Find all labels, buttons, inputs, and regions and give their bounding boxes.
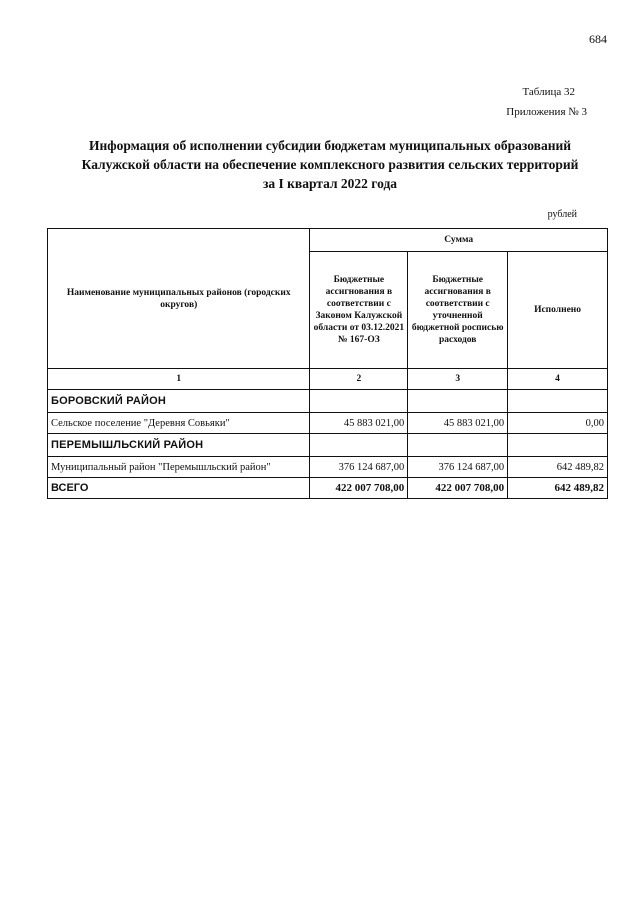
district-name: БОРОВСКИЙ РАЙОН xyxy=(48,390,310,413)
table-row xyxy=(48,457,608,478)
title-line-3: за I квартал 2022 года xyxy=(262,176,398,191)
col-number: 1 xyxy=(48,369,310,390)
refined-amount: 376 124 687,00 xyxy=(408,457,508,478)
header-row-1 xyxy=(48,229,608,252)
table-row xyxy=(48,413,608,434)
refined-amount: 45 883 021,00 xyxy=(408,413,508,434)
executed-amount: 0,00 xyxy=(508,413,608,434)
col-law-header: Бюджетные ассигнования в соответствии с Законом Калужской области от 03.12.2021 № 167-ОЗ xyxy=(310,252,408,369)
column-number-row xyxy=(48,369,608,390)
page-number: 684 xyxy=(589,32,607,46)
empty-cell xyxy=(508,390,608,413)
units-label: рублей xyxy=(547,209,577,220)
empty-cell xyxy=(508,434,608,457)
empty-cell xyxy=(310,434,408,457)
district-row xyxy=(48,390,608,413)
title-line-1: Информация об исполнении субсидии бюджетам муниципальных образований xyxy=(88,138,572,153)
total-row xyxy=(48,478,608,499)
title-line-2: Калужской области на обеспечение комплексного развития сельских территорий xyxy=(81,157,579,172)
appendix-label: Приложения № 3 xyxy=(506,106,587,118)
total-refined-amount: 422 007 708,00 xyxy=(408,478,508,499)
col-number: 3 xyxy=(408,369,508,390)
law-amount: 376 124 687,00 xyxy=(310,457,408,478)
district-name: ПЕРЕМЫШЛЬСКИЙ РАЙОН xyxy=(48,434,310,457)
entity-name: Муниципальный район "Перемышльский район" xyxy=(48,457,310,478)
executed-amount: 642 489,82 xyxy=(508,457,608,478)
empty-cell xyxy=(310,390,408,413)
empty-cell xyxy=(408,390,508,413)
district-row xyxy=(48,434,608,457)
total-label: ВСЕГО xyxy=(48,478,310,499)
col-name-header: Наименование муниципальных районов (городских округов) xyxy=(48,229,310,369)
total-law-amount: 422 007 708,00 xyxy=(310,478,408,499)
col-refined-header: Бюджетные ассигнования в соответствии с уточненной бюджетной росписью расходов xyxy=(408,252,508,369)
col-number: 2 xyxy=(310,369,408,390)
entity-name: Сельское поселение "Деревня Совьяки" xyxy=(48,413,310,434)
report-table xyxy=(47,228,608,499)
empty-cell xyxy=(408,434,508,457)
total-executed-amount: 642 489,82 xyxy=(508,478,608,499)
table-number: Таблица 32 xyxy=(522,86,575,98)
document-title xyxy=(40,136,620,193)
col-executed-header: Исполнено xyxy=(508,252,608,369)
col-number: 4 xyxy=(508,369,608,390)
law-amount: 45 883 021,00 xyxy=(310,413,408,434)
sum-header: Сумма xyxy=(310,229,608,252)
